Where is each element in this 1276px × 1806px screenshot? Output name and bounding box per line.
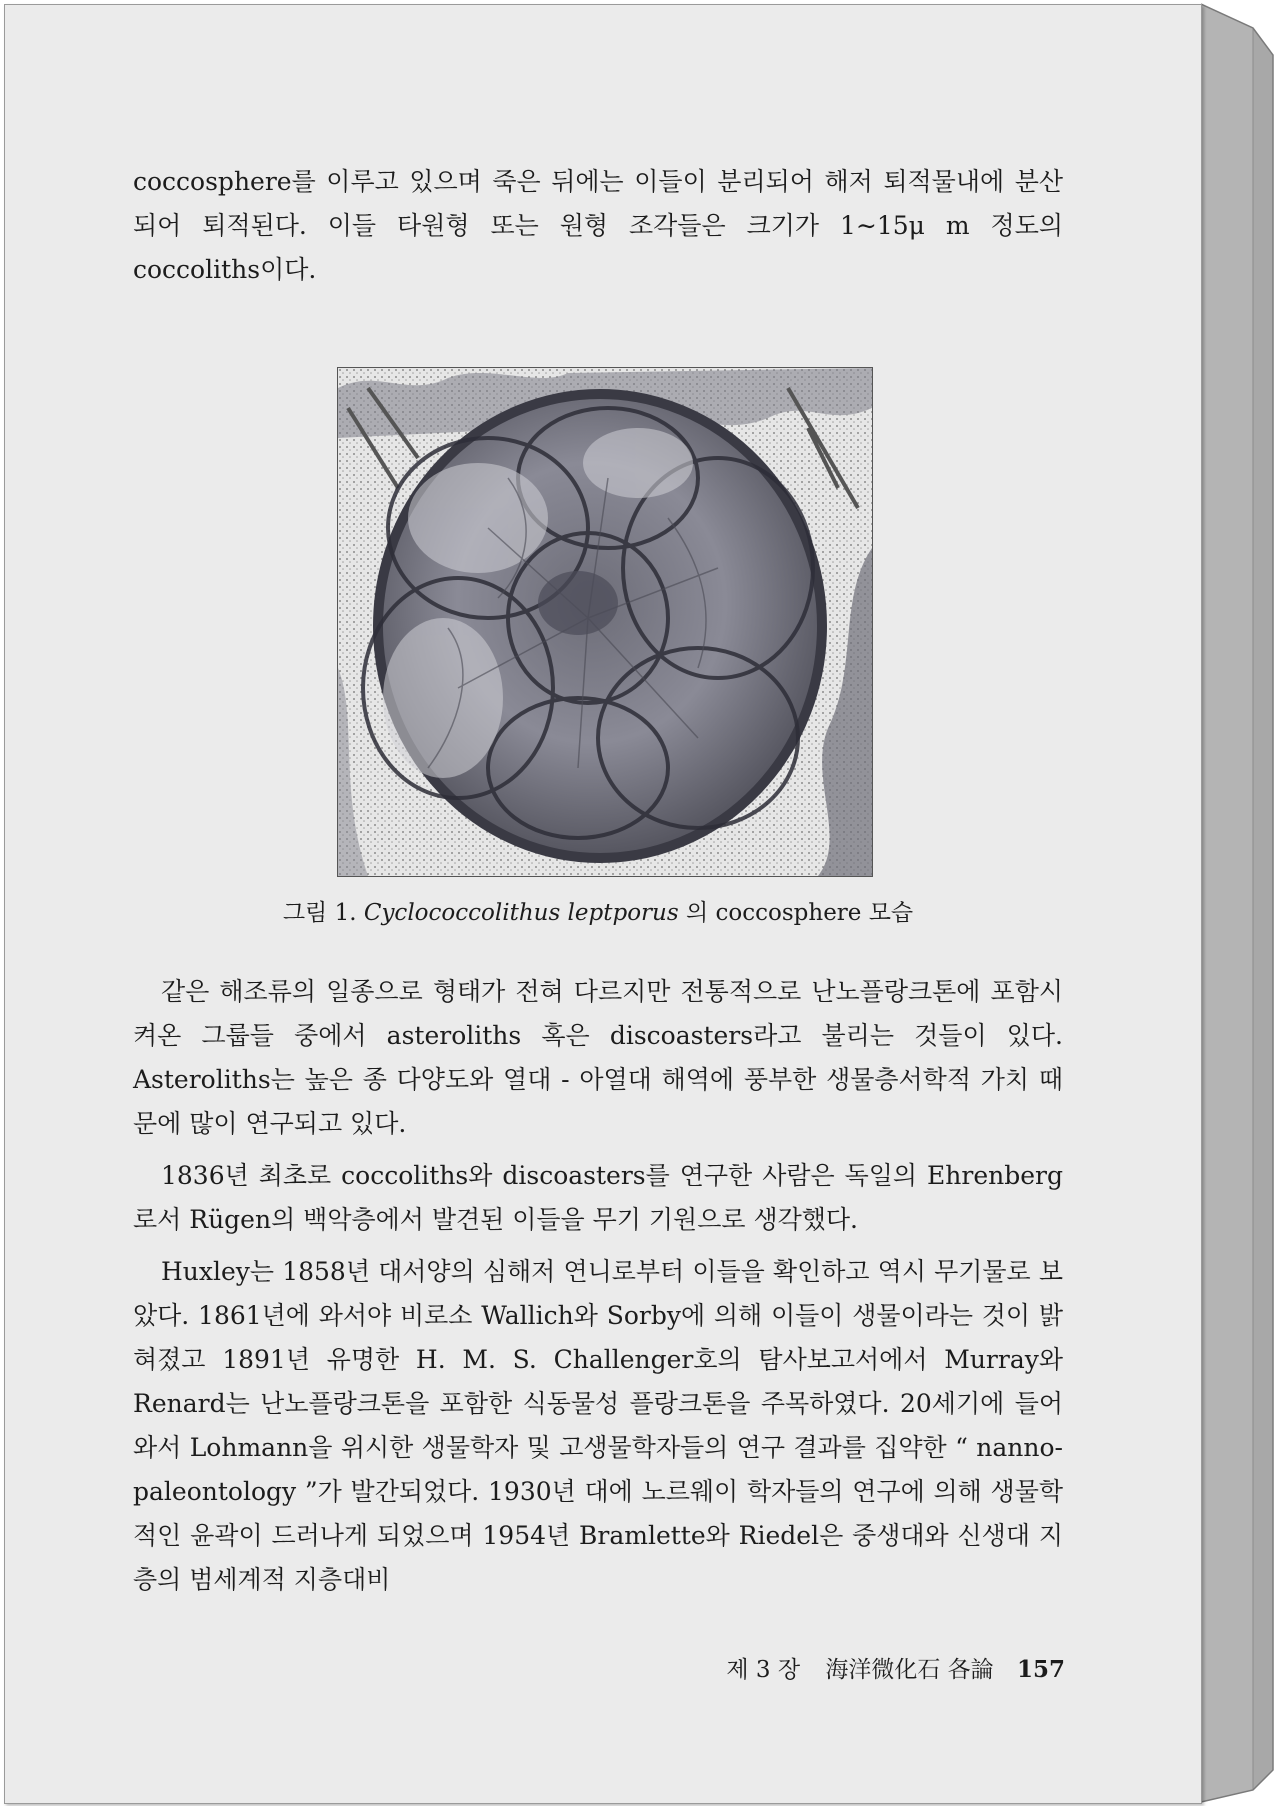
intro-text-block: [133, 160, 1063, 292]
page-footer: [133, 1652, 1065, 1688]
body-paragraph: 1836년 최초로 coccoliths와 discoasters를 연구한 사람은 독일의 Ehrenberg로서 Rügen의 백악층에서 발견된 이들을 무기 기원으로 생각했다.: [133, 1161, 1063, 1234]
caption-prefix: 그림 1.: [282, 900, 357, 926]
section-title: 海洋微化石 各論: [825, 1657, 994, 1683]
caption-species: Cyclococcolithus leptporus: [363, 900, 679, 926]
chapter-label: 제 3 장: [726, 1657, 801, 1683]
body-paragraph: Huxley는 1858년 대서양의 심해저 연니로부터 이들을 확인하고 역시 무기물로 보았다. 1861년에 와서야 비로소 Wallich와 Sorby에 의해 이들이 생물이라는 것이 밝혀졌고 1891년 유명한 H. M. S. Challenger호의 탐사보고서에서 Murray와 Renard는 난노플랑크톤을 포함한 식동물성 플랑크톤을 주목하였다. 20세기에 들어와서 Lohmann을 위시한 생물학자 및 고생물학자들의 연구 결과를 집약한 “ nanno-paleontology ”가 발간되었다. 1930년 대에 노르웨이 학자들의 연구에 의해 생물학적인 윤곽이 드러나게 되었으며 1954년 Bramlette와 Riedel은 중생대와 신생대 지층의 범세계적 지층대비: [133, 1257, 1063, 1594]
caption-suffix: 의 coccosphere 모습: [685, 900, 914, 926]
coccosphere-micrograph: [338, 368, 872, 876]
body-paragraph: 같은 해조류의 일종으로 형태가 전혀 다르지만 전통적으로 난노플랑크톤에 포함시켜온 그룹들 중에서 asteroliths 혹은 discoasters라고 불리는 것들이 있다. Asteroliths는 높은 종 다양도와 열대 - 아열대 해역에 풍부한 생물층서학적 가치 때문에 많이 연구되고 있다.: [133, 977, 1063, 1138]
intro-paragraph: coccosphere를 이루고 있으며 죽은 뒤에는 이들이 분리되어 해저 퇴적물내에 분산되어 퇴적된다. 이들 타원형 또는 원형 조각들은 크기가 1∼15μ m 정도의 coccoliths이다.: [133, 167, 1063, 284]
figure-caption: [133, 895, 1063, 931]
body-text-block: [133, 970, 1063, 1602]
coccosphere-figure: [337, 367, 873, 877]
book-edge: [1201, 0, 1276, 1806]
page-number: 157: [1016, 1656, 1065, 1683]
